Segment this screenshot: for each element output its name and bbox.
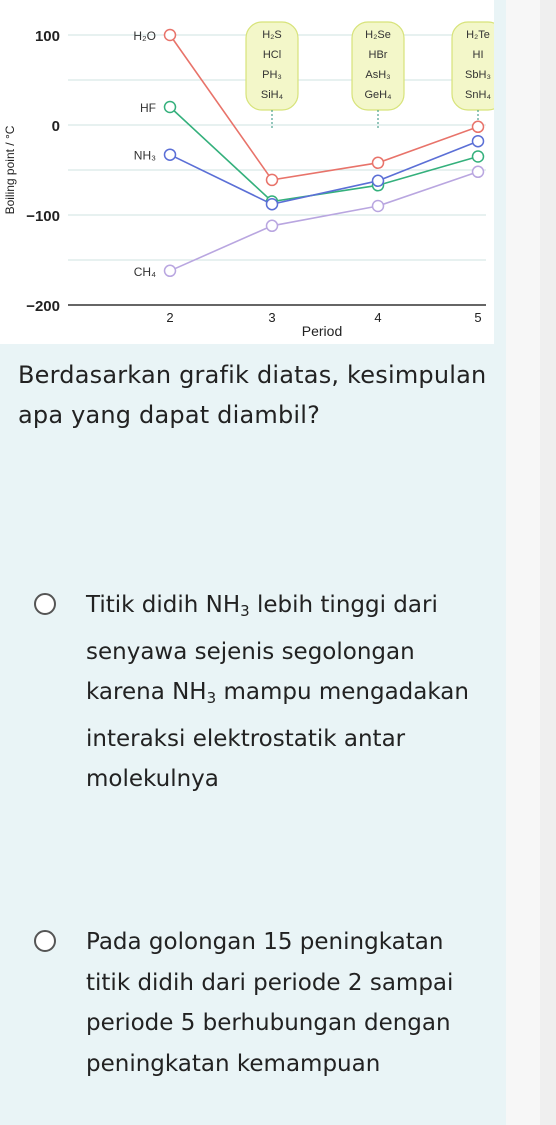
group-label: GeH₄ <box>364 89 392 101</box>
option-text-part: Titik didih NH <box>86 592 241 618</box>
compound-label: CH₄ <box>133 264 156 279</box>
x-tick-label: 3 <box>268 310 276 325</box>
x-tick-label: 2 <box>166 310 174 325</box>
group-label: SbH₃ <box>465 69 491 81</box>
group-label: H₂Se <box>365 29 391 41</box>
group-label: SnH₄ <box>465 89 491 101</box>
answer-option-1[interactable] <box>34 585 494 800</box>
data-point-group16 <box>473 121 484 132</box>
question-text: Berdasarkan grafik diatas, kesimpulan apa yang dapat diambil? <box>18 361 487 429</box>
group-label: H₂S <box>262 29 282 41</box>
data-point-group16 <box>165 30 176 41</box>
data-point-group16 <box>267 174 278 185</box>
subscript: 3 <box>240 602 250 620</box>
option-text-part: lebih tinggi dari senyawa sejenis segolongan karena NH <box>86 592 438 706</box>
group-label: PH₃ <box>262 69 282 81</box>
x-tick-label: 4 <box>374 310 382 325</box>
data-point-group17 <box>165 102 176 113</box>
data-point-group15 <box>267 199 278 210</box>
subscript: 3 <box>206 689 217 708</box>
series-line-group14 <box>170 172 478 271</box>
radio-button[interactable] <box>34 930 56 952</box>
y-axis-label: Boiling point / °C <box>3 125 17 215</box>
answer-option-2[interactable] <box>34 922 494 1084</box>
scroll-area-edge <box>506 0 556 1125</box>
y-tick-label: −200 <box>26 298 60 315</box>
answer-option-text: Pada golongan 15 peningkatan titik didih dari periode 2 sampai periode 5 berhubungan dengan peningkatan kemampuan <box>86 929 454 1077</box>
data-point-group15 <box>165 149 176 160</box>
option-text-part: mampu mengadakan interaksi elektrostatik antar molekulnya <box>86 679 469 793</box>
group-label: HCl <box>262 49 282 61</box>
answer-option-text <box>86 585 494 800</box>
data-point-group17 <box>473 151 484 162</box>
y-tick-label: 0 <box>51 118 60 135</box>
group-label: HBr <box>368 49 388 61</box>
group-label: SiH₄ <box>260 89 284 101</box>
compound-label: H₂O <box>133 29 156 43</box>
radio-button[interactable] <box>34 593 56 615</box>
compound-label: NH₃ <box>133 148 156 163</box>
chart-svg <box>0 0 494 344</box>
data-point-group14 <box>373 201 384 212</box>
data-point-group14 <box>267 220 278 231</box>
data-point-group14 <box>165 265 176 276</box>
boiling-point-chart <box>0 0 494 344</box>
data-point-group15 <box>473 136 484 147</box>
data-point-group16 <box>373 157 384 168</box>
data-point-group14 <box>473 166 484 177</box>
data-point-group15 <box>373 175 384 186</box>
series-line-group16 <box>170 35 478 180</box>
group-label: AsH₃ <box>365 69 391 81</box>
x-axis-label: Period <box>301 323 343 339</box>
y-tick-label: 100 <box>34 28 60 45</box>
group-label: HI <box>472 49 484 61</box>
compound-label: HF <box>140 101 156 115</box>
x-tick-label: 5 <box>474 310 482 325</box>
y-tick-label: −100 <box>26 208 60 225</box>
group-label: H₂Te <box>466 29 490 41</box>
